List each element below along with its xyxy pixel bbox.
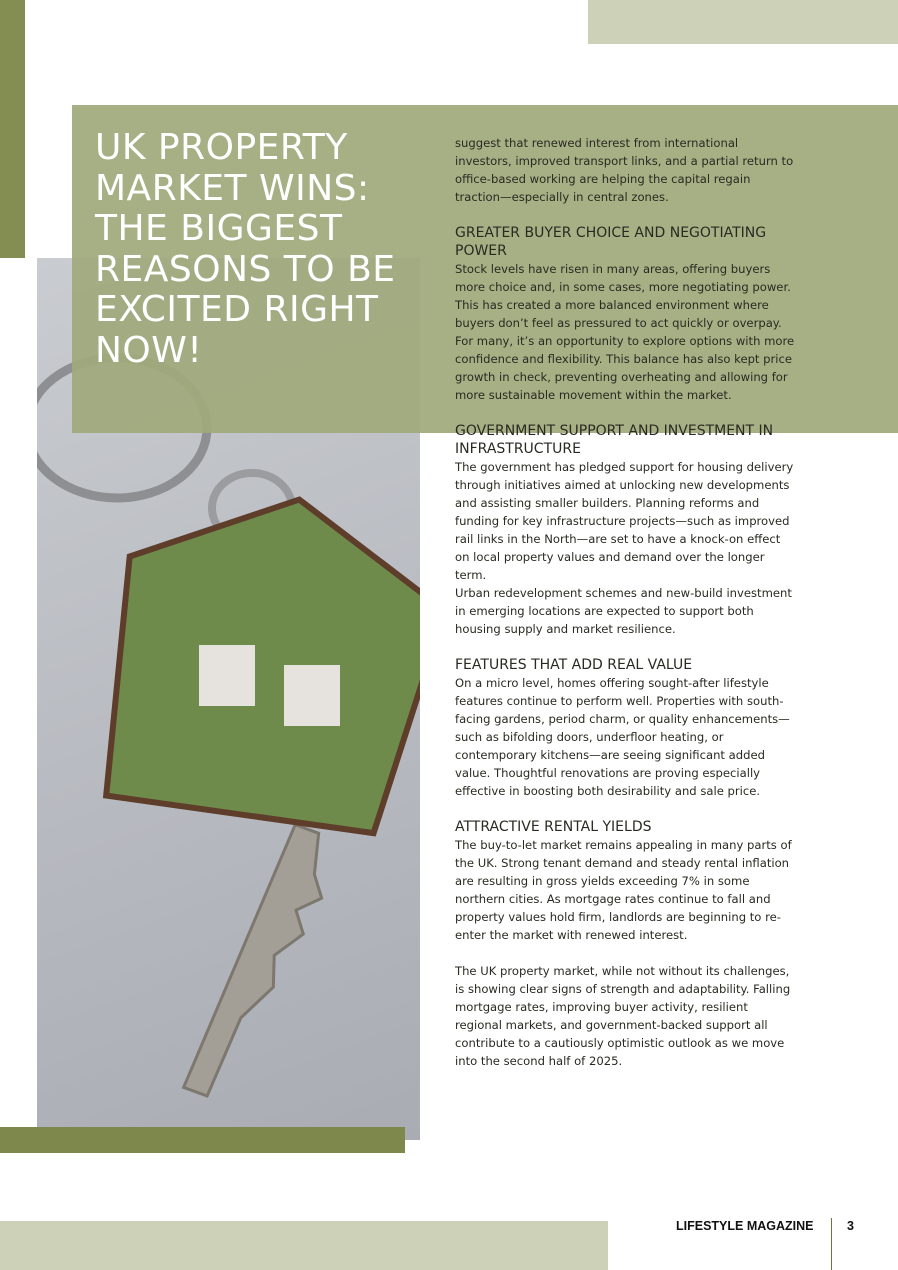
key-blade — [184, 820, 343, 1110]
article-body — [455, 134, 795, 1070]
footer-divider — [831, 1218, 832, 1270]
decorative-bar-bottom-dark — [0, 1127, 405, 1153]
decorative-bar-top — [588, 0, 898, 44]
page-number: 3 — [847, 1219, 854, 1233]
section-heading: GREATER BUYER CHOICE AND NEGOTIATING POWER — [455, 225, 767, 259]
intro-paragraph: suggest that renewed interest from international investors, improved transport links, and a partial return to office-based working are helping the capital regain traction—especially in central zones. — [455, 136, 794, 204]
section-paragraph: Stock levels have risen in many areas, offering buyers more choice and, in some cases, more negotiating power. This has created a more balanced environment where buyers don’t feel as pressured to act quickly or overpay. For many, it’s an opportunity to explore options with more confidence and flexibility. This balance has also kept price growth in check, preventing overheating and allowing for more sustainable movement within the market. — [455, 262, 795, 402]
section-heading: FEATURES THAT ADD REAL VALUE — [455, 657, 693, 673]
footer-publication: LIFESTYLE MAGAZINE — [676, 1219, 814, 1233]
section-paragraph: Urban redevelopment schemes and new-build investment in emerging locations are expected to support both housing supply and market resilience. — [455, 586, 792, 636]
section-paragraph: The buy-to-let market remains appealing in many parts of the UK. Strong tenant demand and steady rental inflation are resulting in gross yields exceeding 7% in some northern cities. As mortgage rates continue to fall and property values hold firm, landlords are beginning to re-enter the market with renewed interest. — [455, 838, 792, 942]
section-heading: ATTRACTIVE RENTAL YIELDS — [455, 819, 652, 835]
decorative-bar-left — [0, 0, 25, 258]
section-heading: GOVERNMENT SUPPORT AND INVESTMENT IN INFRASTRUCTURE — [455, 423, 774, 457]
decorative-bar-bottom-light — [0, 1221, 608, 1270]
section-paragraph: On a micro level, homes offering sought-after lifestyle features continue to perform well. Properties with south-facing gardens, period charm, or quality enhancements—such as bifolding doors, underfloor heating, or contemporary kitchens—are seeing significant added value. Thoughtful renovations are proving especially effective in boosting both desirability and sale price. — [455, 676, 790, 798]
article-title: UK PROPERTY MARKET WINS: THE BIGGEST REASONS TO BE EXCITED RIGHT NOW! — [95, 127, 396, 371]
section-paragraph: The government has pledged support for housing delivery through initiatives aimed at unlocking new developments and assisting smaller builders. Planning reforms and funding for key infrastructure projects—such as improved rail links in the North—are set to have a knock-on effect on local property values and demand over the longer term. — [455, 460, 794, 582]
conclusion-paragraph: The UK property market, while not without its challenges, is showing clear signs of strength and adaptability. Falling mortgage rates, improving buyer activity, resilient regional markets, and government-backed support all contribute to a cautiously optimistic outlook as we move into the second half of 2025. — [455, 964, 791, 1068]
